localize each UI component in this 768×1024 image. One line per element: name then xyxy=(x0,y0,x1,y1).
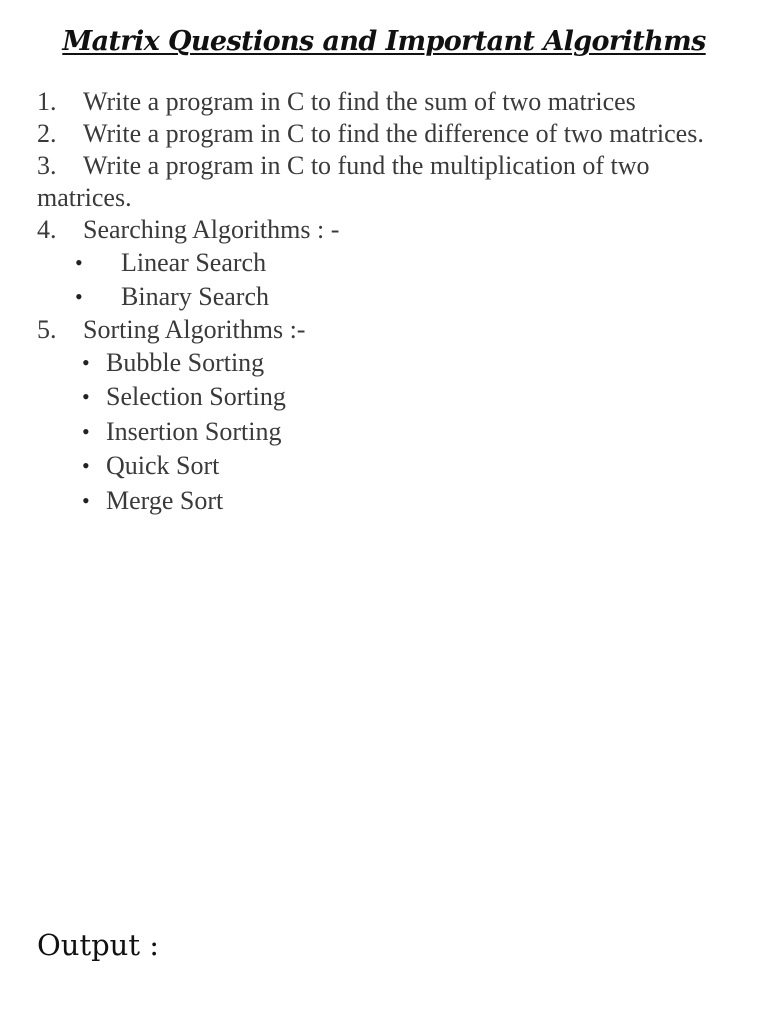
bullet-icon: • xyxy=(75,284,83,309)
sublist-label: Selection Sorting xyxy=(106,382,286,412)
item-number: 1. xyxy=(37,87,57,116)
sorting-sublist-item xyxy=(37,415,737,449)
bullet-icon: • xyxy=(82,384,90,410)
item-number: 5. xyxy=(37,315,57,344)
sublist-label: Linear Search xyxy=(121,248,267,277)
item-text: Write a program in C to find the sum of two matrices xyxy=(83,87,636,116)
bullet-icon: • xyxy=(82,418,90,444)
bullet-icon: • xyxy=(82,487,90,513)
searching-sublist-item xyxy=(37,246,737,280)
list-item xyxy=(37,86,737,118)
item-number: 2. xyxy=(37,119,57,148)
sorting-sublist-item xyxy=(37,346,737,380)
list-item xyxy=(37,118,737,150)
sublist-label: Bubble Sorting xyxy=(106,348,265,377)
sublist-label: Quick Sort xyxy=(106,451,220,481)
item-text: Sorting Algorithms :- xyxy=(83,315,306,344)
bullet-icon: • xyxy=(82,453,90,479)
item-number: 4. xyxy=(37,215,57,244)
searching-sublist-item xyxy=(37,280,737,314)
output-heading: Output : xyxy=(37,928,159,962)
sublist-label: Insertion Sorting xyxy=(106,416,282,446)
page-title: Matrix Questions and Important Algorithms xyxy=(62,26,706,57)
bullet-icon: • xyxy=(75,250,83,275)
sorting-sublist-item xyxy=(37,380,737,414)
item-number: 3. xyxy=(37,151,57,180)
list-item xyxy=(37,314,737,346)
question-list xyxy=(37,86,737,518)
list-item xyxy=(37,150,737,214)
item-text: Write a program in C to find the difference of two matrices. xyxy=(83,119,704,148)
sublist-label: Merge Sort xyxy=(106,485,224,515)
sublist-label: Binary Search xyxy=(121,282,270,311)
sorting-sublist-item xyxy=(37,449,737,483)
list-item xyxy=(37,214,737,246)
item-text: Searching Algorithms : - xyxy=(83,215,340,244)
item-text: Write a program in C to fund the multiplication of two matrices. xyxy=(37,151,650,212)
sorting-sublist-item xyxy=(37,484,737,518)
bullet-icon: • xyxy=(82,350,90,375)
